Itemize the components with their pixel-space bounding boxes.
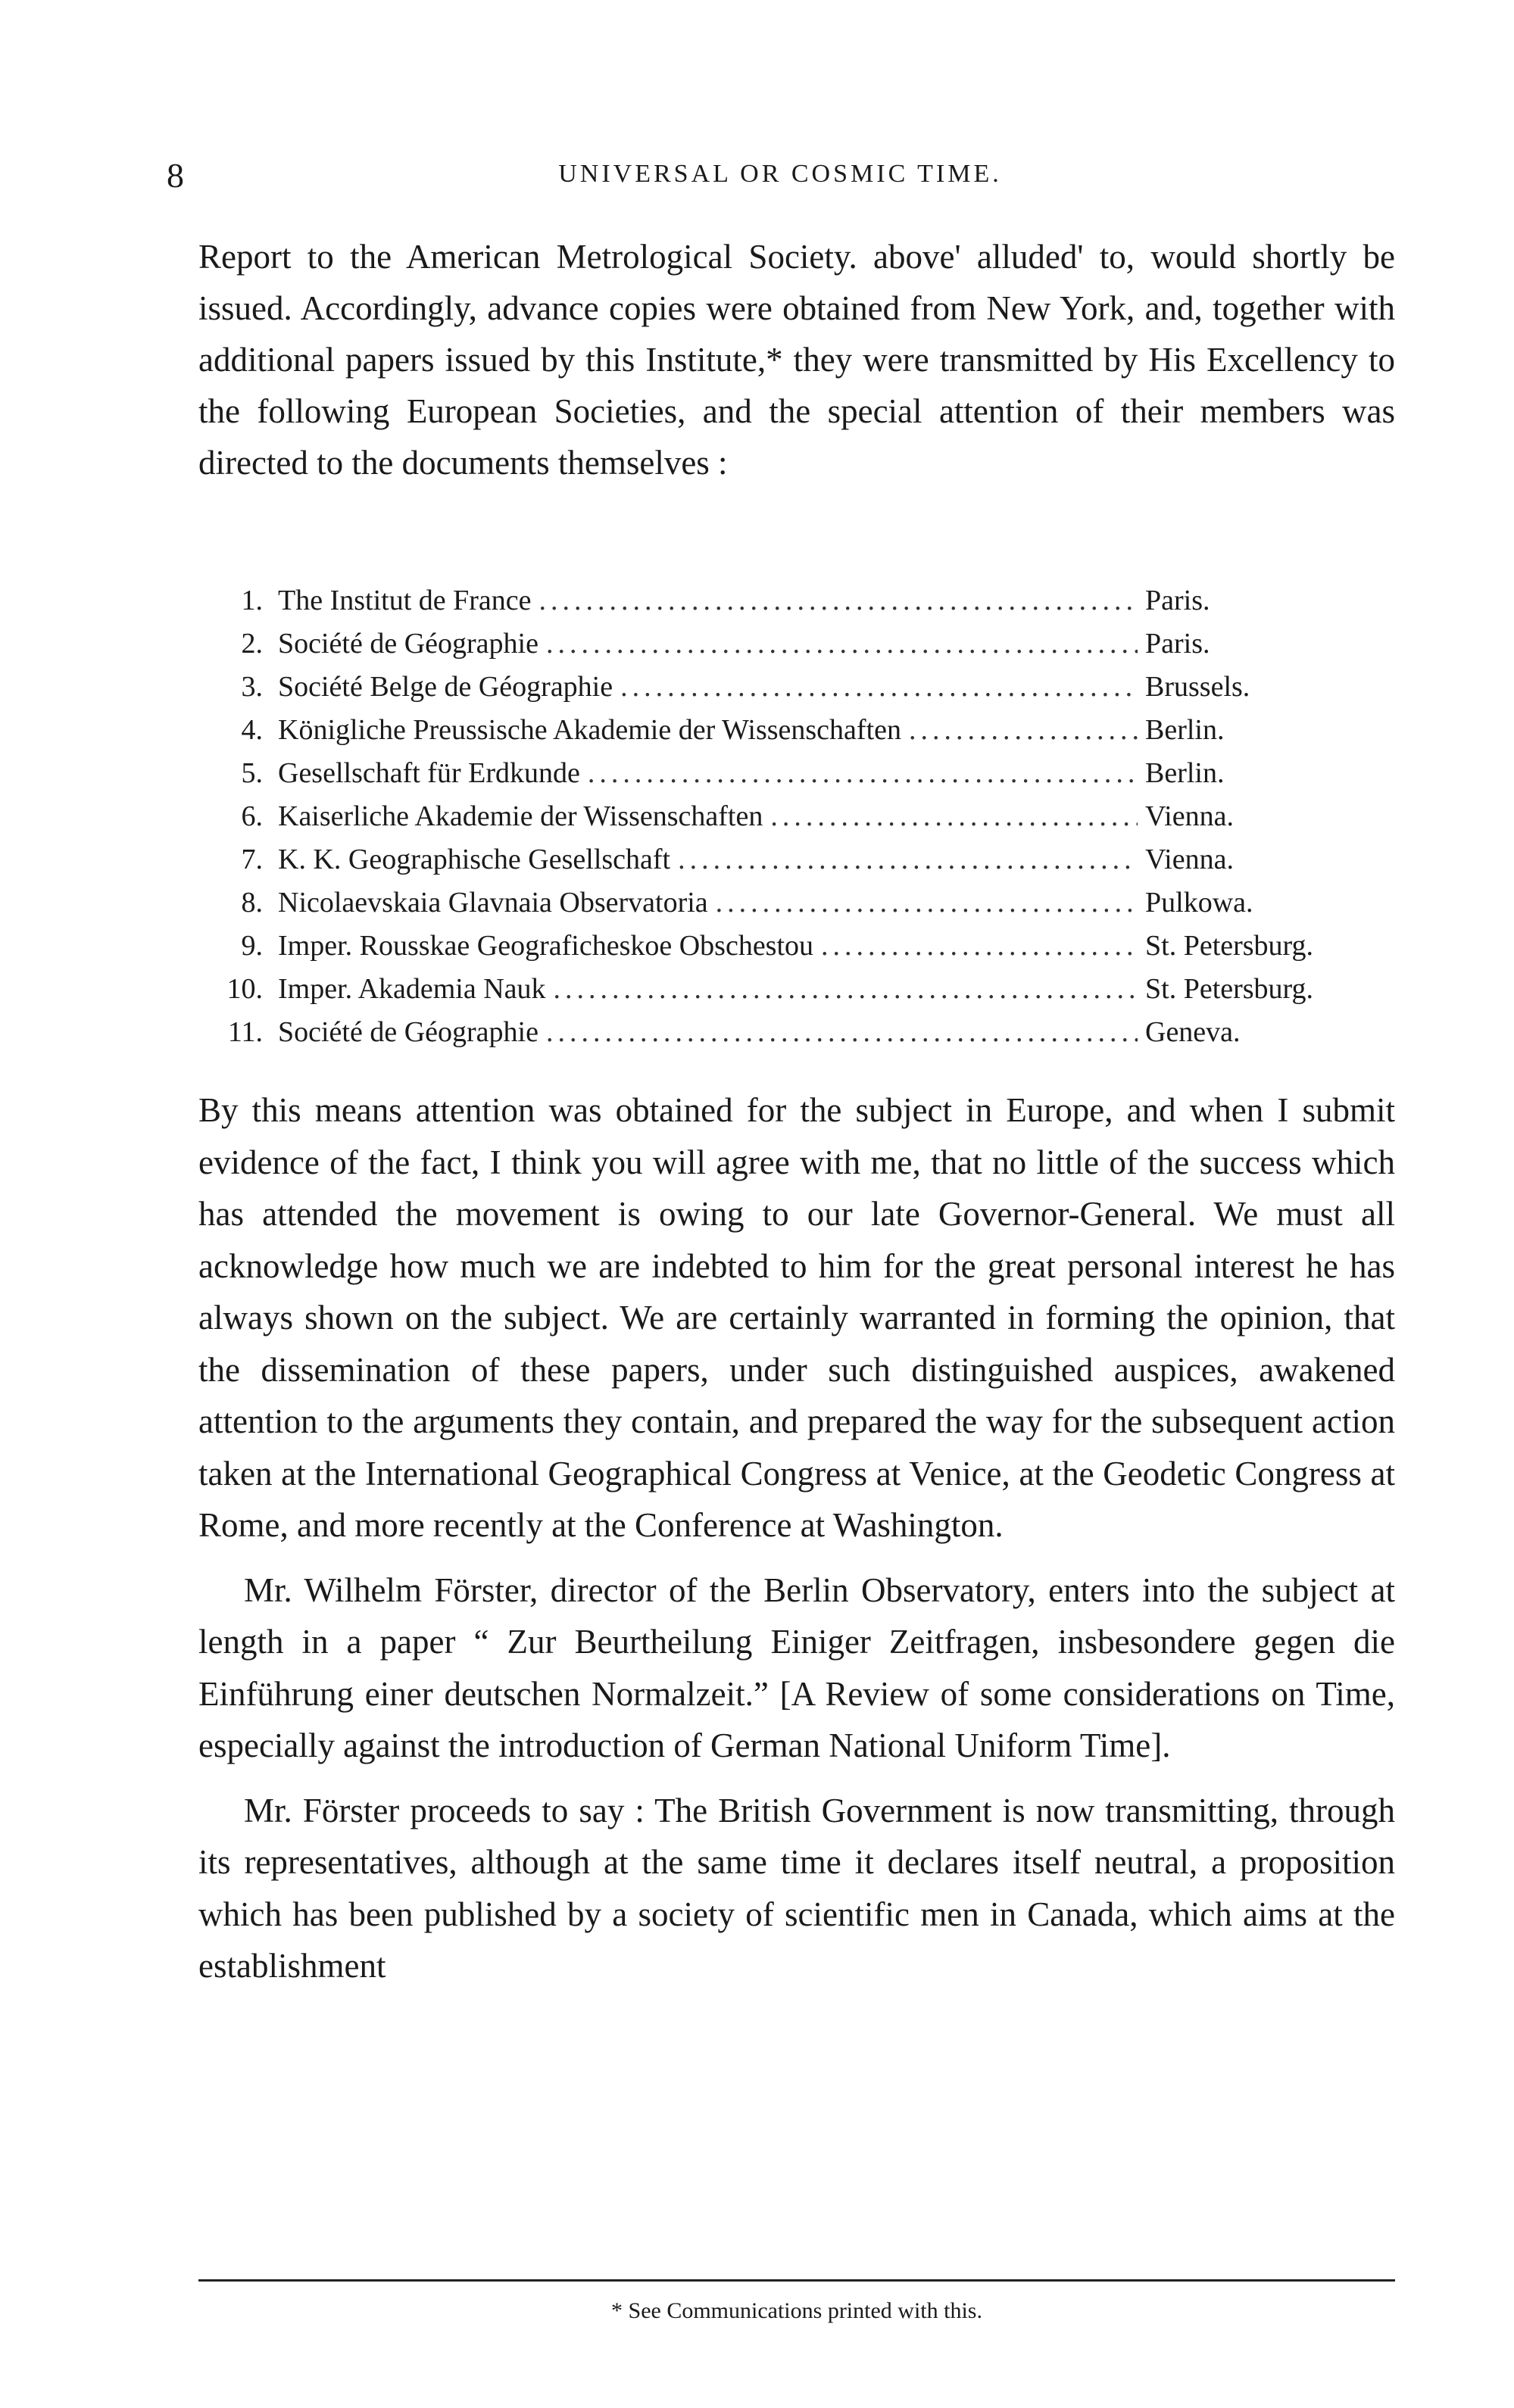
society-name: Société de Géographie [278, 1016, 538, 1048]
leader-dots [909, 709, 1138, 752]
leader-dots [554, 968, 1138, 1011]
society-item [198, 795, 1395, 838]
society-number: 10. [226, 973, 263, 1005]
leader-dots [770, 795, 1138, 838]
society-item [198, 622, 1395, 666]
society-name: Imper. Rousskae Geograficheskoe Obschestou [278, 930, 814, 962]
page-header [167, 155, 1394, 201]
leader-dots [678, 838, 1138, 881]
leader-dots [588, 752, 1138, 795]
paragraph-attention: By this means attention was obtained for the subject in Europe, and when I submit evidence of the fact, I think you will agree with me, that no little of the success which has attended the movement is owing to our late Governor-General. We must all acknowledge how much we are indebted to him for the great personal interest he has always shown on the subject. We are certainly warranted in forming the opinion, that the dissemination of these papers, under such distinguished auspices, awakened attention to the arguments they contain, and prepared the way for the subsequent action taken at the International Geographical Congress at Venice, at the Geodetic Congress at Rome, and more recently at the Conference at Washington. [198, 1091, 1395, 1544]
society-item [198, 838, 1395, 881]
footnote-rule [198, 2279, 1395, 2282]
society-number: 8. [241, 887, 263, 919]
society-number: 4. [241, 714, 263, 746]
society-city: Berlin. [1145, 714, 1225, 746]
society-name: Gesellschaft für Erdkunde [278, 757, 580, 789]
society-city: Vienna. [1145, 844, 1234, 875]
intro-paragraph: Report to the American Metrological Society. above' alluded' to, would shortly be issued. Accordingly, advance copies were obtained from New York, and, together with additional papers issued by this Institute,* they were transmitted by His Excellency to the following European Societies, and the special attention of their members was directed to the documents themselves : [198, 238, 1395, 482]
society-list [198, 579, 1395, 1054]
society-city: Vienna. [1145, 800, 1234, 832]
society-number: 1. [241, 585, 263, 616]
leader-dots [539, 579, 1138, 622]
society-item [198, 968, 1395, 1011]
running-title: UNIVERSAL OR COSMIC TIME. [558, 160, 1002, 188]
society-number: 6. [241, 800, 263, 832]
leader-dots [716, 881, 1138, 925]
society-name: Société de Géographie [278, 628, 538, 660]
society-city: Berlin. [1145, 757, 1225, 789]
paragraph-forster-says: Mr. Förster proceeds to say : The British Government is now transmitting, through its representatives, although at the same time it declares itself neutral, a proposition which has been published by a society of scientific men in Canada, which aims at the establishment [198, 1791, 1395, 1985]
page-number: 8 [167, 156, 184, 195]
society-number: 2. [241, 628, 263, 660]
society-city: Geneva. [1145, 1016, 1241, 1048]
society-name: Königliche Preussische Akademie der Wissenschaften [278, 714, 901, 746]
society-city: Brussels. [1145, 671, 1250, 703]
society-name: K. K. Geographische Gesellschaft [278, 844, 671, 875]
leader-dots [546, 1011, 1138, 1054]
society-number: 5. [241, 757, 263, 789]
society-item [198, 709, 1395, 752]
society-item [198, 579, 1395, 622]
leader-dots [620, 666, 1138, 709]
society-number: 9. [241, 930, 263, 962]
leader-dots [546, 622, 1138, 666]
society-number: 11. [227, 1016, 263, 1048]
body-text [198, 1084, 1395, 2005]
society-city: Paris. [1145, 628, 1210, 660]
society-number: 3. [241, 671, 263, 703]
society-name: Kaiserliche Akademie der Wissenschaften [278, 800, 763, 832]
society-city: St. Petersburg. [1145, 930, 1314, 962]
society-name: The Institut de France [278, 585, 532, 616]
society-item [198, 666, 1395, 709]
society-name: Nicolaevskaia Glavnaia Observatoria [278, 887, 708, 919]
society-item [198, 925, 1395, 968]
society-name: Société Belge de Géographie [278, 671, 613, 703]
society-number: 7. [241, 844, 263, 875]
leader-dots [821, 925, 1138, 968]
society-city: Paris. [1145, 585, 1210, 616]
society-item [198, 752, 1395, 795]
society-city: Pulkowa. [1145, 887, 1253, 919]
society-city: St. Petersburg. [1145, 973, 1314, 1005]
footnote: * See Communications printed with this. [611, 2298, 982, 2323]
society-item [198, 881, 1395, 925]
society-name: Imper. Akademia Nauk [278, 973, 546, 1005]
society-item [198, 1011, 1395, 1054]
paragraph-forster-paper: Mr. Wilhelm Förster, director of the Berlin Observatory, enters into the subject at length in a paper “ Zur Beurtheilung Einiger Zeitfragen, insbesondere gegen die Einführung einer deutschen Normalzeit.” [A Review of some considerations on Time, especially against the introduction of German National Uniform Time]. [198, 1571, 1395, 1764]
